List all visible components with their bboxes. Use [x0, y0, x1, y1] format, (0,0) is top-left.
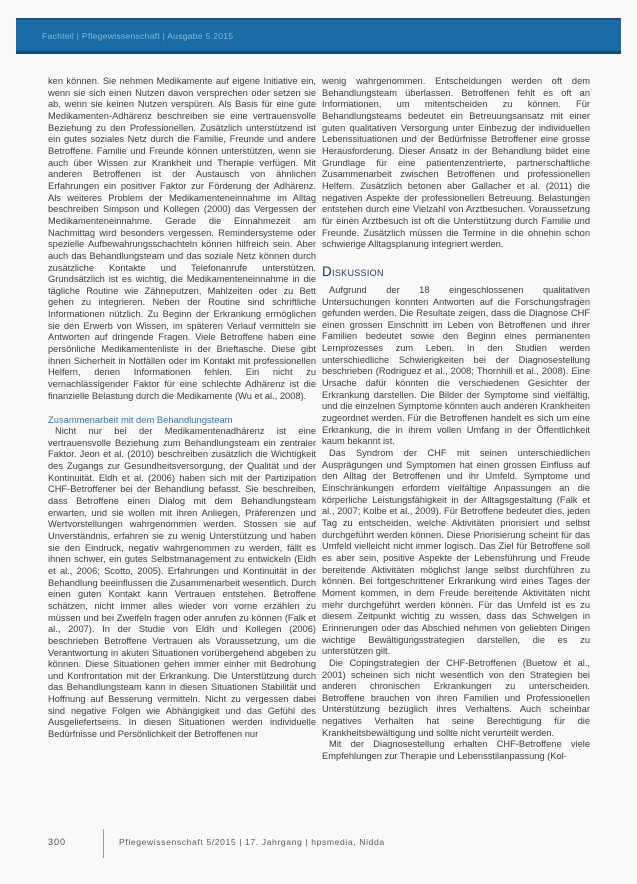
section-heading-diskussion: Diskussion — [322, 263, 384, 279]
text-column-left — [48, 76, 316, 816]
footer-journal-line: Pflegewissenschaft 5/2015 | 17. Jahrgang | hpsmedia, Nidda — [119, 837, 385, 847]
subsection-heading-behandlungsteam: Zusammenarbeit mit dem Behandlungsteam — [48, 414, 233, 426]
body-paragraph: ken können. Sie nehmen Medikamente auf eigene Initiative ein, wenn sie sich einen Nutzen davon versprechen oder setzen sie ab, wenn sie keinen Nutzen verspüren. Als Basis für eine gute Medikamenten-Adhärenz beschreiben sie eine vertrauensvolle Beziehung zu den Professionellen. Zusätzlich unterstützend ist ein gutes soziales Netz durch die Familie, Freunde und andere Betroffene. Familie und Freunde können unterstützen, wenn sie auch über Wissen zur Krankheit und Therapie verfügen. Mit anderen Betroffenen ist der Austausch von ähnlichen Erfahrungen ein positiver Faktor zur Förderung der Adhärenz. Als weiteres Problem der Medikamenteneinnahme im Alltag beschreiben Simpson und Kollegen (2000) das Vergessen der Medikamenteneinnahme. Gerade die Einnahmezeit am Nachmittag wird besonders vergessen. Remindersysteme oder spezielle Aufbewahrungsschachteln können hilfreich sein. Aber auch das Behandlungsteam und das soziale Netz können durch zusätzliche Kontakte und Telefonanrufe unterstützen. Grundsätzlich ist es wichtig, die Medikamenteneinnahme in die tägliche Routine wie Zähneputzen, Mahlzeiten oder zu Bett gehen zu integrieren. Neben der Routine sind schriftliche Informationen nützlich. Zu Beginn der Erkrankung ermöglichen sie den Erwerb von Wissen, im späteren Verlauf vermitteln sie Antworten auf dringende Fragen. Viele Betroffene haben eine persönliche Medikamentenliste in der Brieftasche. Diese gibt ihnen Sicherheit in Notfällen oder im Kontakt mit professionellen Helfern, denen Informationen fehlen. Ein nicht zu vernachlässigender Faktor für eine schlechte Adhärenz ist die finanzielle Belastung durch die Medikamente (Wu et al., 2008). — [48, 76, 316, 401]
footer-page-number: 300 — [48, 837, 67, 847]
body-paragraph: Nicht nur bei der Medikamentenadhärenz ist eine vertrauensvolle Beziehung zum Behandlungsteam ein zentraler Faktor. Jeon et al. (2010) beschreiben zusätzlich die Wichtigkeit des Zugangs zur Gesundheitsversorgung, der Qualität und der Kontinuität. Eldh et al. (2006) haben sich mit der Partizipation CHF-Betroffener bei der Behandlung befasst. Sie beschreiben, dass Betroffene einen Dialog mit dem Behandlungsteam erwarten, und sie wollen mit ihren Anliegen, Präferenzen und Wertvorstellungen wahrgenommen werden. Stossen sie auf Unverständnis, erfahren sie zu wenig Unterstützung und haben sie den Eindruck, negativ wahrgenommen zu werden, fällt es ihnen schwer, ein gutes Selbstmanagement zu entwickeln (Eldh et al., 2006; Scotto, 2005). Erfahrungen und Kontinuität in der Behandlung beeinflussen die Zusammenarbeit wesentlich. Durch einen guten Kontakt kann Vertrauen entstehen. Betroffene schätzen, nicht immer alles wieder von vorne erzählen zu müssen und bei Zweifeln fragen oder anrufen zu können (Falk et al., 2007). In der Studie von Eldh und Kollegen (2006) beschrieben Betroffene Vertrauen als Voraussetzung, um die Verantwortung in akuten Situationen vorübergehend abgeben zu können. Diese Situationen gehen immer einher mit Bedrohung und Konfrontation mit der Erkrankung. Die Unterstützung durch das Behandlungsteam kann in diesen Situationen Stabilität und Hoffnung auf Besserung vermitteln. Nicht zu vergessen dabei sind negative Folgen wie Abhängigkeit und das Gefühl des Ausgeliefertseins. In diesen Situationen werden individuelle Bedürfnisse und Persönlichkeit der Betroffenen nur — [48, 426, 316, 740]
body-paragraph: Das Syndrom der CHF mit seinen unterschiedlichen Ausprägungen und Symptomen hat einen grossen Einfluss auf den Alltag der Betroffenen und ihr Umfeld. Symptome und Einschränkungen erfordern vielfältige Anpassungen an die körperliche Leistungsfähigkeit in der Alltagsgestaltung (Falk et al., 2007; Kolbe et al., 2009). Für Betroffene bedeutet dies, jeden Tag zu entscheiden, welche Aktivitäten priorisiert und selbst durchgeführt werden können. Diese Priorisierung scheint für das Umfeld vielleicht nicht immer logisch. Das Ziel für Betroffene soll es aber sein, positive Aspekte der Lebensführung und Freude bereitende Aktivitäten möglichst lange selbst durchführen zu können. Bei fortgeschrittener Erkrankung wird eines Tages der Moment kommen, in dem Freude bereitende Aktivitäten nicht mehr durchgeführt werden können. Für das Umfeld ist es zu diesem Zeitpunkt wichtig zu wissen, dass das Schwelgen in Erinnerungen oder das Abschied nehmen von geliebten Dingen wichtige Bewältigungsstrategien darstellen, die es zu unterstützen gilt. — [322, 448, 590, 657]
body-paragraph: wenig wahrgenommen. Entscheidungen werden oft dem Behandlungsteam überlassen. Betroffenen fehlt es oft an Informationen, um mitentscheiden zu können. Für Behandlungsteams bedeutet ein Betreuungsansatz mit einer guten qualitativen Versorgung unter Einbezug der individuellen Lebenssituationen und der Bedürfnisse Betroffener eine grosse Herausforderung. Dieser Ansatz in der Behandlung bildet eine Grundlage für eine patientenzentrierte, partnerschaftliche Zusammenarbeit zwischen Betroffenen und professionellen Helfern. Zusätzlich betonen aber Gallacher et al. (2011) die negativen Aspekte der professionellen Betreuung. Belastungen entstehen durch eine Vielzahl von Arztbesuchen. Voraussetzung für einen Arztbesuch ist oft die Unterstützung durch Familie und Freunde. Zusätzlich müssen die Termine in die ohnehin schon schwierige Alltagsplanung integriert werden. — [322, 76, 590, 250]
footer-divider-line — [103, 829, 104, 858]
text-column-right — [322, 76, 590, 816]
header-bar-text: Fachteil | Pflegewissenschaft | Ausgabe 5.2015 — [42, 30, 234, 41]
page-header-bar — [16, 18, 621, 54]
body-paragraph: Die Copingstrategien der CHF-Betroffenen (Buetow et al., 2001) scheinen sich nicht wesentlich von den Strategien bei anderen chronischen Erkrankungen zu unterscheiden. Betroffene brauchen von ihren Familien und Professionellen Unterstützung bezüglich ihres Verhaltens. Auch scheinbar negatives Verhalten hat seine Berechtigung für die Krankheitsbewältigung und sollte nicht verurteilt werden. — [322, 657, 590, 738]
body-paragraph: Aufgrund der 18 eingeschlossenen qualitativen Untersuchungen konnten Antworten auf die Forschungsfragen gefunden werden. Die Resultate zeigen, dass die Diagnose CHF einen grossen Einschnitt im Leben von Betroffenen und ihrer Familien bedeutet sowie den Beginn eines permanenten Lernprozesses zum Leben. In den Studien werden unterschiedliche Schwierigkeiten bei der Diagnosestellung beschrieben (Rodriguez et al., 2008; Thornhill et al., 2008). Eine Ursache dafür könnten die verschiedenen Gesichter der Erkrankung darstellen. Die Bilder der Symptome sind vielfältig, und die einzelnen Symptome könnten auch anderen Krankheiten zugeordnet werden. Für die Betroffenen handelt es sich um eine Erkrankung, die in ihrem vollen Umfang in der Öffentlichkeit kaum bekannt ist. — [322, 284, 590, 447]
body-paragraph: Mit der Diagnosestellung erhalten CHF-Betroffene viele Empfehlungen zur Therapie und Lebensstilanpassung (Kol- — [322, 739, 590, 762]
